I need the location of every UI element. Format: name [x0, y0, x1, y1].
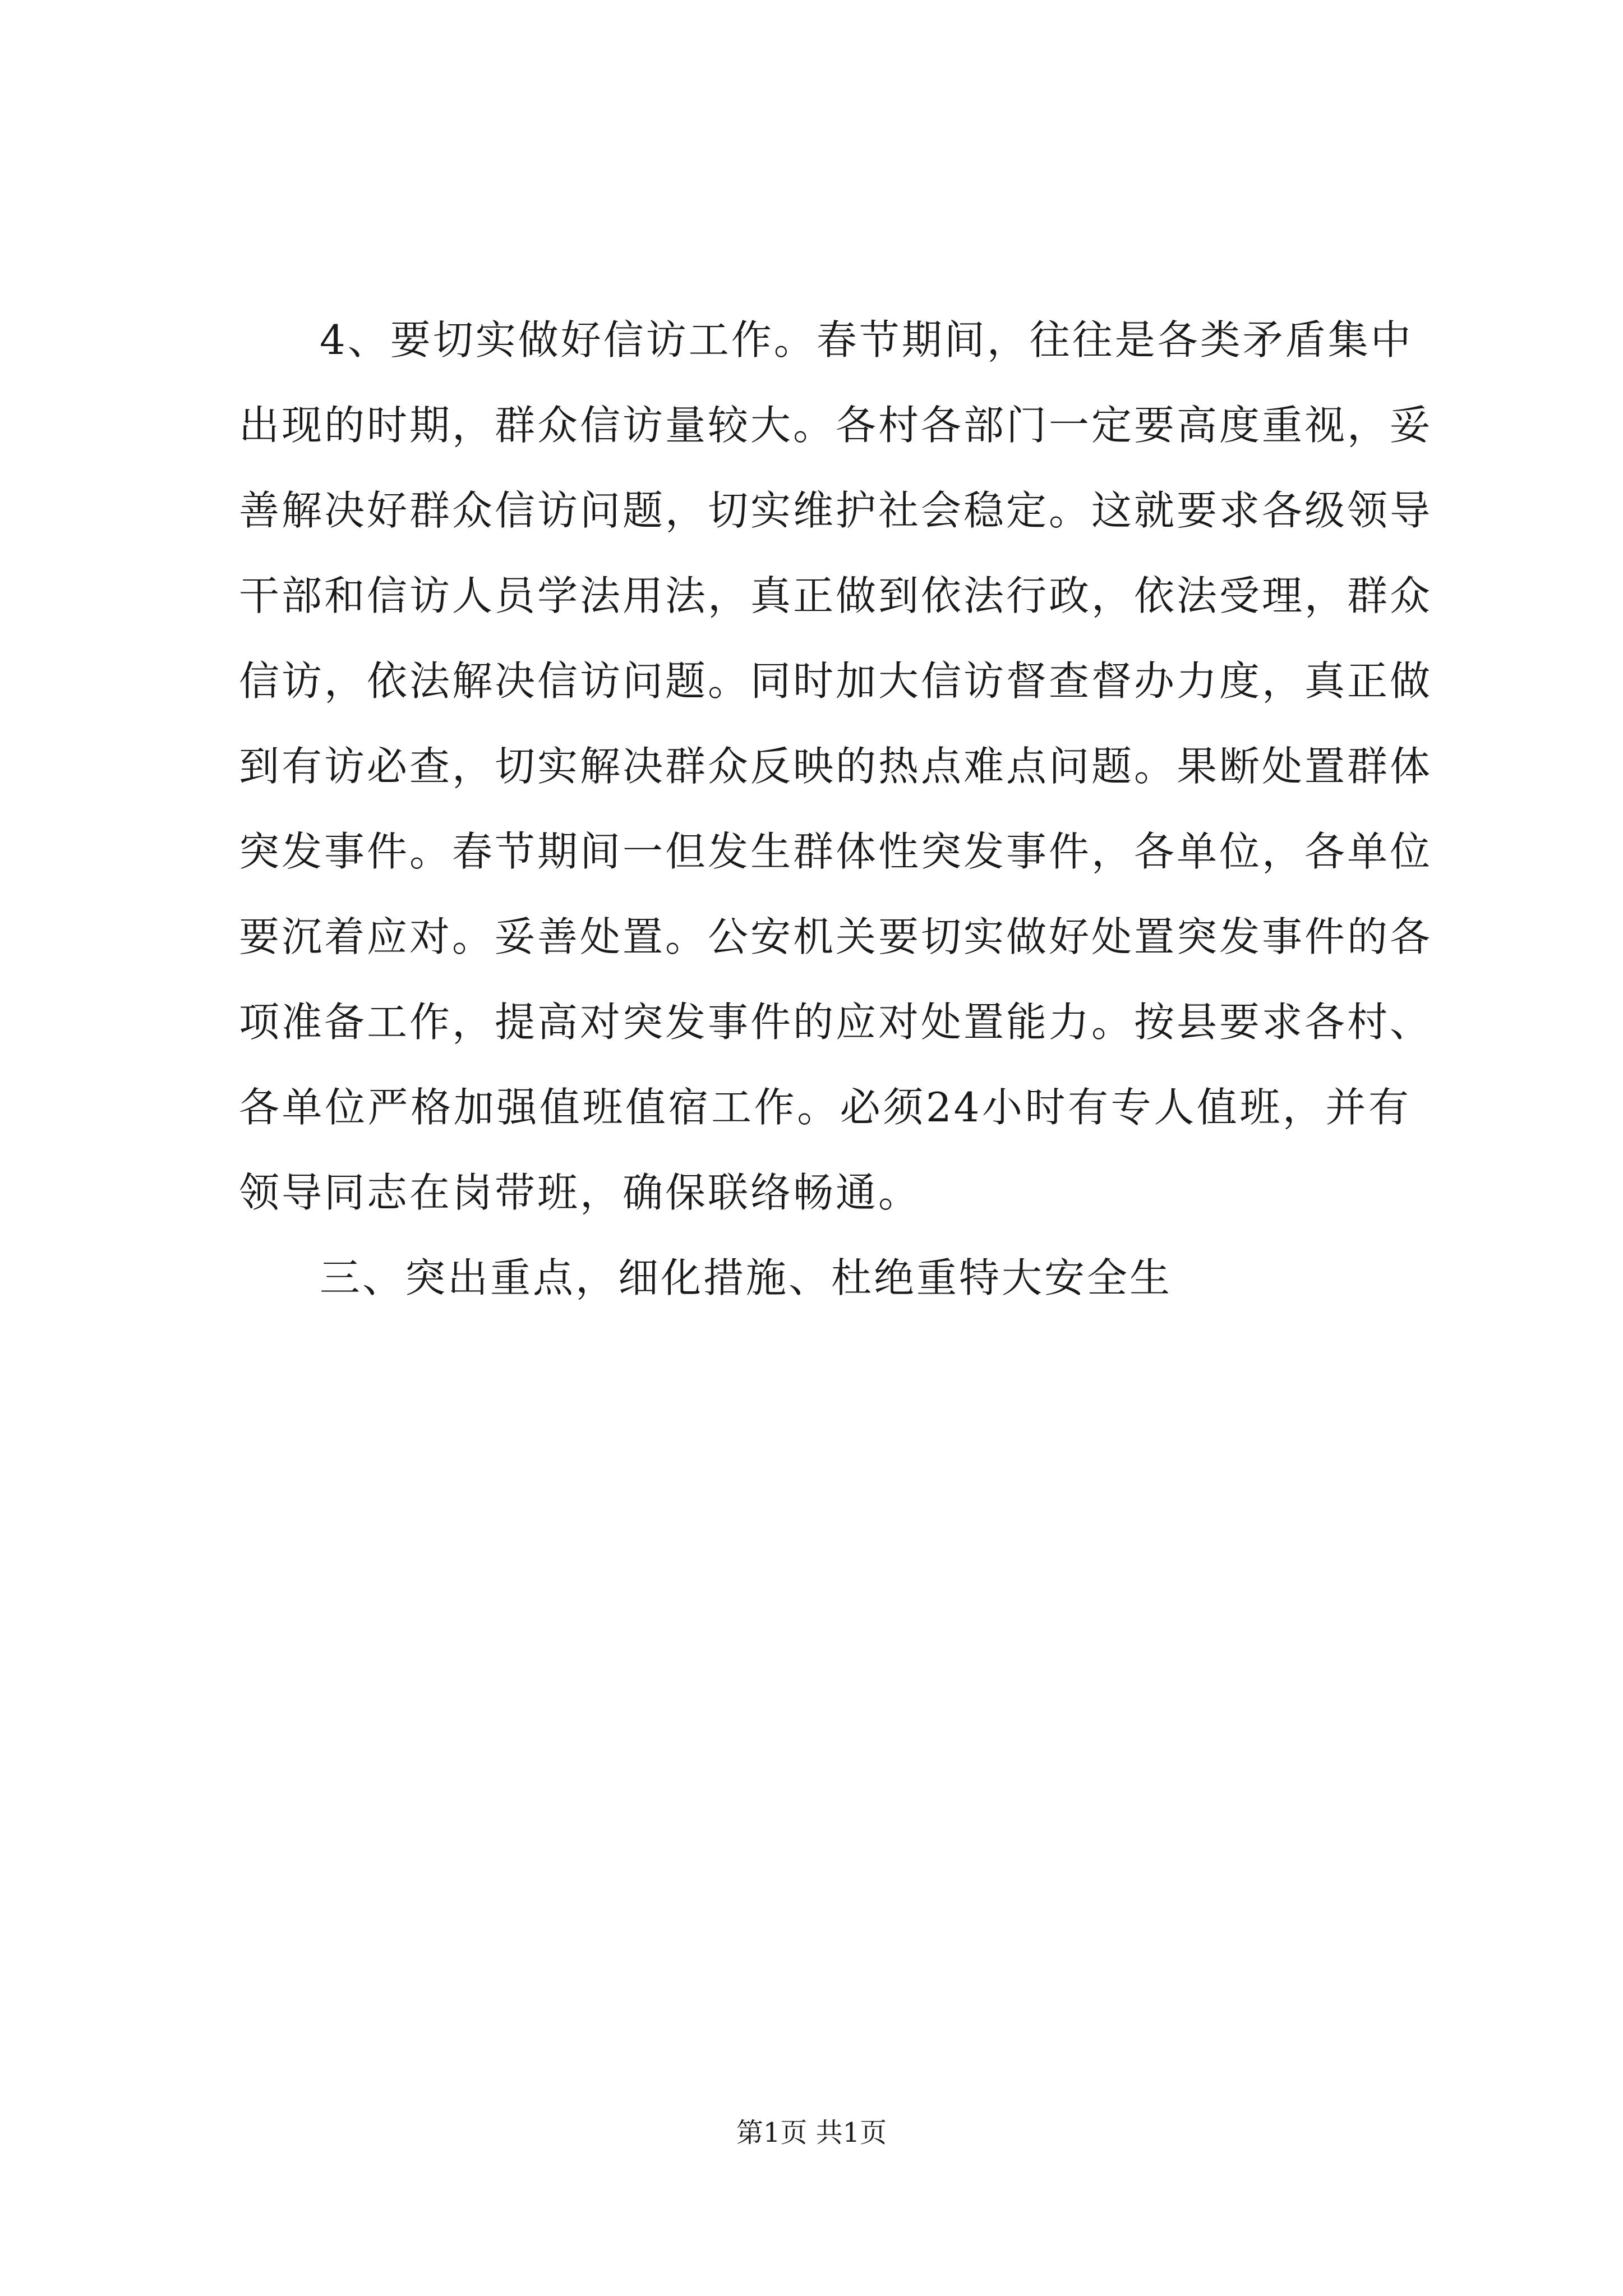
page-number-footer: 第1页 共1页	[736, 2117, 887, 2148]
paragraph-signal-work	[239, 297, 1433, 1235]
paragraph-line: 领导同志在岗带班，确保联络畅通。	[239, 1169, 921, 1216]
paragraph-line: 要沉着应对。妥善处置。公安机关要切实做好处置突发事件的各	[239, 913, 1433, 960]
paragraph-line: 善解决好群众信访问题，切实维护社会稳定。这就要求各级领导	[239, 487, 1433, 534]
paragraph-line: 项准备工作，提高对突发事件的应对处置能力。按县要求各村、	[239, 999, 1433, 1046]
paragraph-line: 信访，依法解决信访问题。同时加大信访督查督办力度，真正做	[239, 657, 1433, 705]
section-heading: 三、突出重点，细化措施、杜绝重特大安全生	[320, 1254, 1173, 1301]
paragraph-line: 干部和信访人员学法用法，真正做到依法行政，依法受理，群众	[239, 572, 1433, 619]
document-body	[239, 297, 1433, 1320]
paragraph-line: 突发事件。春节期间一但发生群体性突发事件，各单位，各单位	[239, 828, 1433, 875]
paragraph-line: 各单位严格加强值班值宿工作。必须24小时有专人值班，并有	[239, 1084, 1411, 1131]
paragraph-line: 到有访必查，切实解决群众反映的热点难点问题。果断处置群体	[239, 743, 1433, 790]
paragraph-line: 出现的时期，群众信访量较大。各村各部门一定要高度重视，妥	[239, 402, 1433, 449]
paragraph-line: 4、要切实做好信访工作。春节期间，往往是各类矛盾集中	[320, 316, 1413, 364]
